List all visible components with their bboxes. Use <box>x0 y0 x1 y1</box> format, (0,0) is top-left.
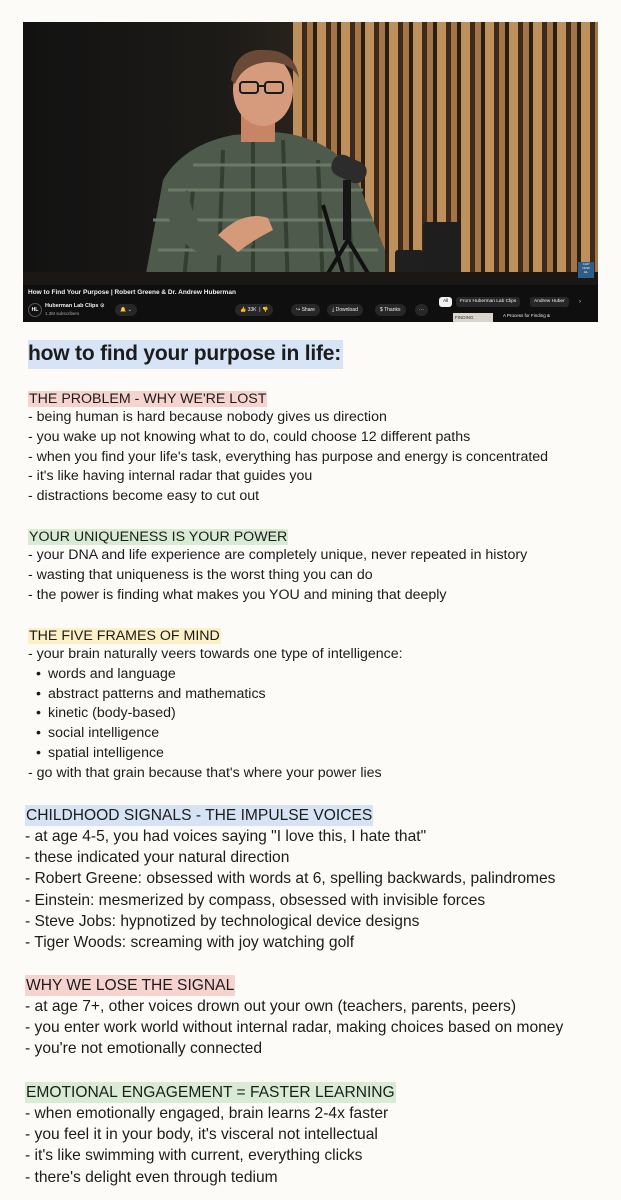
mug-left <box>423 222 461 274</box>
thumbs-down-icon[interactable]: 👎 <box>262 307 269 313</box>
section-title: EMOTIONAL ENGAGEMENT = FASTER LEARNING <box>26 1084 395 1101</box>
more-actions-button[interactable] <box>415 304 428 316</box>
video-frame[interactable] <box>23 22 598 285</box>
note-line: - the power is finding what makes you YOU and mining that deeply <box>28 586 447 603</box>
channel-watermark: CLIP NOW HL <box>578 262 594 278</box>
thanks-button[interactable] <box>375 304 406 316</box>
video-player[interactable] <box>23 22 598 322</box>
thanks-icon: $ <box>380 307 383 313</box>
subscribed-button[interactable] <box>115 304 137 316</box>
section-title: CHILDHOOD SIGNALS - THE IMPULSE VOICES <box>26 807 373 824</box>
related-video-title[interactable]: A Process for Finding & <box>503 313 551 318</box>
note-line: - it's like swimming with current, everything clicks <box>25 1147 363 1165</box>
note-line: - it's like having internal radar that guides you <box>28 468 313 485</box>
list-item: • abstract patterns and mathematics <box>28 685 403 705</box>
section-emotional-engagement <box>25 1082 396 1188</box>
list-item: • kinetic (body-based) <box>28 704 403 724</box>
more-icon: ··· <box>419 307 424 313</box>
note-line: - there's delight even through tedium <box>25 1168 278 1186</box>
note-line: - your brain naturally veers towards one type of intelligence: <box>28 646 403 662</box>
share-label: Share <box>301 307 315 313</box>
download-label: Download <box>335 307 358 313</box>
note-line: - these indicated your natural direction <box>25 849 290 867</box>
thanks-label: Thanks <box>384 307 401 313</box>
channel-name[interactable]: Huberman Lab Clips ⊙ <box>45 303 105 309</box>
note-line: - at age 7+, other voices drown out your own (teachers, parents, peers) <box>25 998 517 1015</box>
note-line: - you're not emotionally connected <box>25 1040 263 1058</box>
note-line: - go with that grain because that's where your power lies <box>28 764 382 781</box>
note-line: - Robert Greene: obsessed with words at 6, spelling backwards, palindromes <box>25 870 556 888</box>
list-item: • social intelligence <box>28 724 403 744</box>
section-title: YOUR UNIQUENESS IS YOUR POWER <box>29 529 288 545</box>
note-line: - when you find your life's task, everything has purpose and energy is concentrated <box>28 448 549 465</box>
note-line: - your DNA and life experience are completely unique, never repeated in history <box>28 547 528 563</box>
channel-avatar[interactable]: HL <box>28 303 42 317</box>
note-line: - when emotionally engaged, brain learns 2-4x faster <box>25 1105 389 1122</box>
section-uniqueness <box>28 528 527 605</box>
section-the-problem <box>28 390 548 507</box>
share-button[interactable] <box>291 304 320 316</box>
bell-icon: 🔔 ⌄ <box>120 307 132 313</box>
list-item: • spatial intelligence <box>28 744 403 764</box>
note-line: - distractions become easy to cut out <box>28 488 260 505</box>
chip-andrew-huberman[interactable]: Andrew Huber <box>530 297 569 307</box>
like-count: 33K <box>247 307 257 313</box>
note-line: - Einstein: mesmerized by compass, obsessed with invisible forces <box>25 891 486 909</box>
download-icon: ⤓ <box>332 307 335 313</box>
notes-panel <box>25 340 611 1186</box>
chip-from-channel[interactable]: From Huberman Lab Clips <box>456 297 520 307</box>
section-five-frames <box>28 627 403 784</box>
note-line: - you wake up not knowing what to do, could choose 12 different paths <box>28 428 471 445</box>
note-line: - Tiger Woods: screaming with joy watching golf <box>25 934 355 952</box>
chevron-right-icon[interactable]: › <box>579 299 581 305</box>
note-line: - you enter work world without internal radar, making choices based on money <box>25 1019 564 1037</box>
section-title: THE FIVE FRAMES OF MIND <box>29 628 220 644</box>
section-childhood-signals <box>25 805 555 953</box>
list-item: • words and language <box>28 665 403 685</box>
note-line: - wasting that uniqueness is the worst thing you can do <box>28 566 373 583</box>
like-button[interactable]: 👍 33K | 👎 <box>235 304 273 316</box>
chip-all[interactable]: All <box>439 297 452 307</box>
download-button[interactable] <box>327 304 363 316</box>
speaker-image <box>123 40 423 285</box>
section-lose-signal <box>25 975 563 1060</box>
section-title: THE PROBLEM - WHY WE'RE LOST <box>29 391 267 407</box>
video-title: How to Find Your Purpose | Robert Greene & Dr. Andrew Huberman <box>28 289 236 296</box>
subscriber-count: 1.3M subscribers <box>45 311 80 316</box>
thumbs-up-icon: 👍 <box>240 307 247 313</box>
related-video-thumbnail[interactable]: FINDING <box>453 313 493 322</box>
section-title: WHY WE LOSE THE SIGNAL <box>26 977 235 994</box>
note-line: - you feel it in your body, it's visceral not intellectual <box>25 1126 378 1144</box>
desk <box>23 272 598 285</box>
share-icon: ↪ <box>296 307 301 313</box>
note-line: - being human is hard because nobody gives us direction <box>28 409 387 425</box>
page-title: how to find your purpose in life: <box>28 340 343 369</box>
note-line: - Steve Jobs: hypnotized by technological device designs <box>25 912 420 930</box>
note-line: - at age 4-5, you had voices saying "I love this, I hate that" <box>25 828 427 845</box>
